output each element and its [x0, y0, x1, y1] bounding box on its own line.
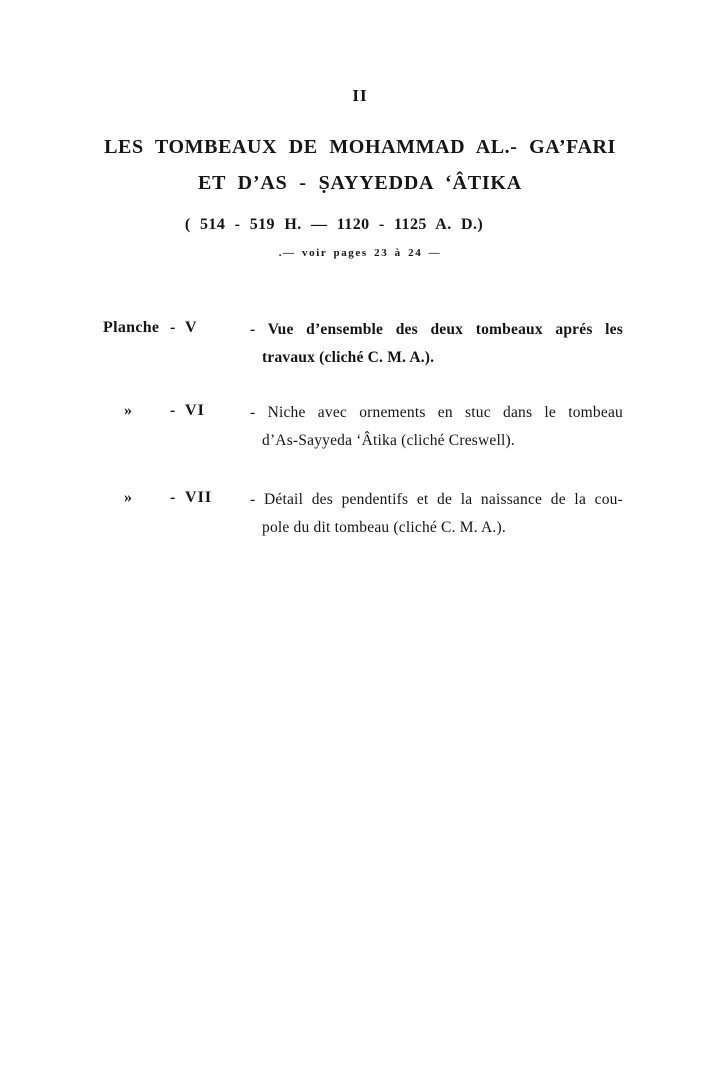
- plate-description-line: - Vue d’ensemble des deux tombeaux aprés les: [250, 321, 623, 338]
- page-number: II: [352, 86, 368, 105]
- plate-description-line: - Niche avec ornements en stuc dans le tombeau: [250, 404, 623, 421]
- plate-label-prefix: Planche: [103, 319, 160, 336]
- plate-label-numeral: - V: [170, 319, 198, 336]
- plate-description-line: d’As-Sayyeda ‘Âtika (cliché Creswell).: [262, 432, 515, 449]
- title-line-1: LES TOMBEAUX DE MOHAMMAD AL.- GA’FARI: [104, 136, 616, 158]
- plate-description-line: pole du dit tombeau (cliché C. M. A.).: [262, 519, 506, 536]
- plate-description-line: travaux (cliché C. M. A.).: [262, 349, 435, 366]
- pages-reference: .— voir pages 23 à 24 —: [278, 247, 442, 259]
- title-line-2: ET D’AS - ṢAYYEDDA ‘ÂTIKA: [197, 172, 523, 194]
- date-range-subtitle: ( 514 - 519 H. — 1120 - 1125 A. D.): [184, 216, 484, 233]
- plate-label-numeral: - VI: [170, 402, 205, 419]
- plate-label-ditto-mark: »: [124, 402, 133, 419]
- plate-label-ditto-mark: »: [124, 489, 133, 506]
- plate-description-line: - Détail des pendentifs et de la naissance de la cou-: [250, 491, 623, 508]
- plate-label-numeral: - VII: [170, 489, 213, 506]
